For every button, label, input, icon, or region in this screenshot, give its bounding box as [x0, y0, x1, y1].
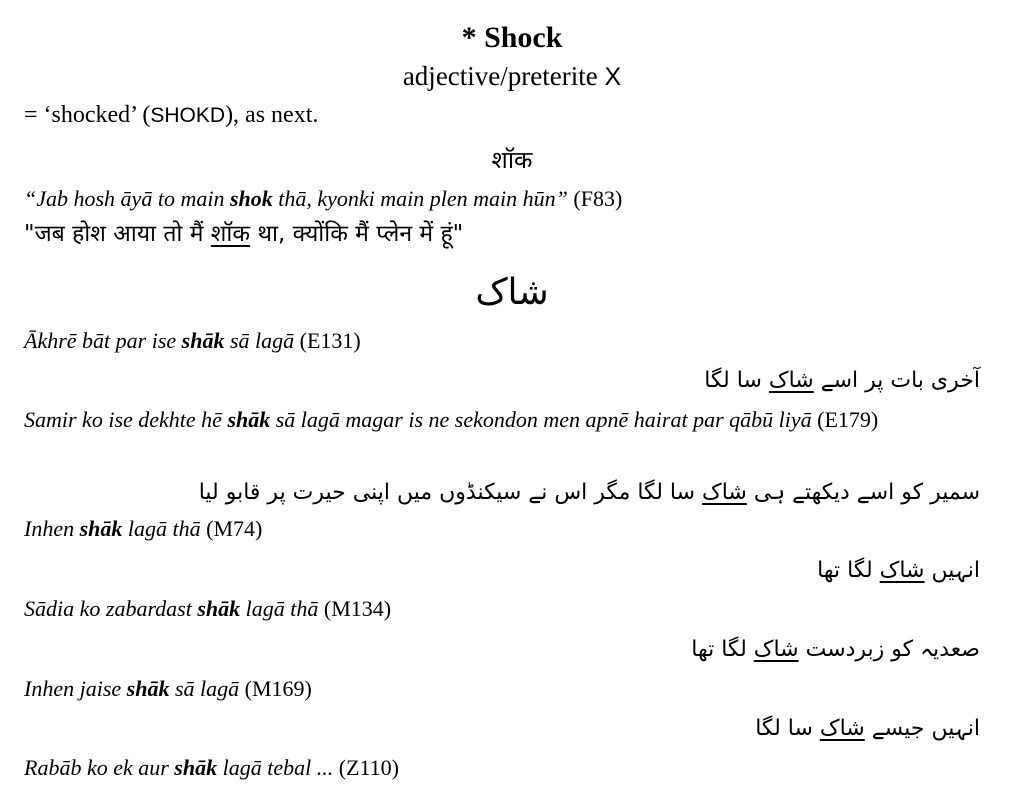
- example-latin: [24, 676, 312, 702]
- example-script-keyword: شاک: [753, 637, 799, 662]
- gloss-suffix: ), as next.: [225, 102, 319, 128]
- pos-mark: X: [604, 63, 622, 91]
- pronunciation: SHOKD: [150, 104, 226, 127]
- example-latin: [24, 186, 622, 212]
- example-keyword: shāk: [79, 516, 123, 541]
- example-urdu: [704, 368, 980, 393]
- example-latin: [24, 516, 262, 542]
- example-reference: (M74): [200, 516, 263, 541]
- example-text: lagā thā: [122, 516, 201, 541]
- urdu-headword: شاک: [475, 272, 549, 313]
- part-of-speech: [0, 61, 1024, 92]
- example-text: Inhen: [24, 516, 80, 541]
- example-reference: (F83): [567, 186, 623, 211]
- example-script-text: "जब होश आया तो मैं: [24, 221, 211, 247]
- example-latin: [24, 755, 399, 781]
- pos-label: adjective/preterite: [402, 61, 598, 91]
- example-text: Sādia ko zabardast: [24, 596, 198, 621]
- example-urdu: [755, 716, 980, 741]
- example-text: sā lagā: [169, 676, 240, 701]
- example-text: sā lagā magar is ne sekondon men apnē hairat par qābū liyā: [270, 407, 812, 432]
- example-keyword: shāk: [181, 328, 225, 353]
- example-script-keyword: शॉक: [210, 221, 251, 247]
- example-text: Rabāb ko ek aur: [24, 755, 175, 780]
- example-text: Ākhrē bāt par ise: [24, 328, 182, 353]
- example-script-text: سا لگا مگر اس نے سیکنڈوں میں اپنی حیرت پر قابو لیا: [198, 480, 703, 505]
- example-script-text: آخری بات پر اسے: [813, 368, 980, 393]
- gloss: [24, 102, 318, 129]
- example-urdu: [199, 480, 980, 505]
- example-text: “Jab hosh āyā to main: [24, 186, 230, 211]
- example-script-text: صعدیہ کو زبردست: [798, 637, 980, 662]
- example-latin: [24, 405, 980, 435]
- example-reference: (M134): [318, 596, 392, 621]
- example-text: thā, kyonki main plen main hūn”: [272, 186, 568, 211]
- example-script-text: था, क्योंकि मैं प्लेन में हूं": [250, 221, 464, 247]
- example-text: Samir ko ise dekhte hē: [24, 407, 228, 432]
- devanagari-headword: शॉक: [491, 146, 533, 174]
- example-script-keyword: شاک: [768, 368, 814, 393]
- example-reference: (M169): [239, 676, 312, 701]
- example-script-keyword: شاک: [879, 558, 925, 583]
- example-reference: (E131): [294, 328, 361, 353]
- example-keyword: shāk: [197, 596, 241, 621]
- headword: * Shock: [461, 21, 563, 54]
- example-script-text: لگا تھا: [817, 558, 880, 583]
- example-latin: [24, 596, 391, 622]
- example-text: Inhen jaise: [24, 676, 127, 701]
- example-reference: (Z110): [333, 755, 399, 780]
- gloss-prefix: = ‘shocked’ (: [24, 102, 151, 128]
- example-keyword: shāk: [227, 407, 271, 432]
- example-reference: (E179): [811, 407, 879, 432]
- example-text: lagā thā: [240, 596, 319, 621]
- example-urdu: [691, 637, 980, 662]
- example-keyword: shok: [229, 186, 273, 211]
- example-text: lagā tebal ...: [217, 755, 334, 780]
- example-urdu: [817, 558, 980, 583]
- example-script-text: سمیر کو اسے دیکھتے ہی: [746, 480, 980, 505]
- example-script-keyword: شاک: [819, 716, 865, 741]
- example-script-text: سا لگا: [755, 716, 820, 741]
- example-script-text: سا لگا: [704, 368, 769, 393]
- example-keyword: shāk: [126, 676, 170, 701]
- example-text: sā lagā: [224, 328, 295, 353]
- example-script-text: لگا تھا: [691, 637, 754, 662]
- example-script-text: انہیں: [924, 558, 980, 583]
- example-script-text: انہیں جیسے: [864, 716, 980, 741]
- example-keyword: shāk: [174, 755, 218, 780]
- example-devanagari: [24, 216, 463, 248]
- example-latin: [24, 328, 361, 354]
- example-script-keyword: شاک: [702, 480, 747, 505]
